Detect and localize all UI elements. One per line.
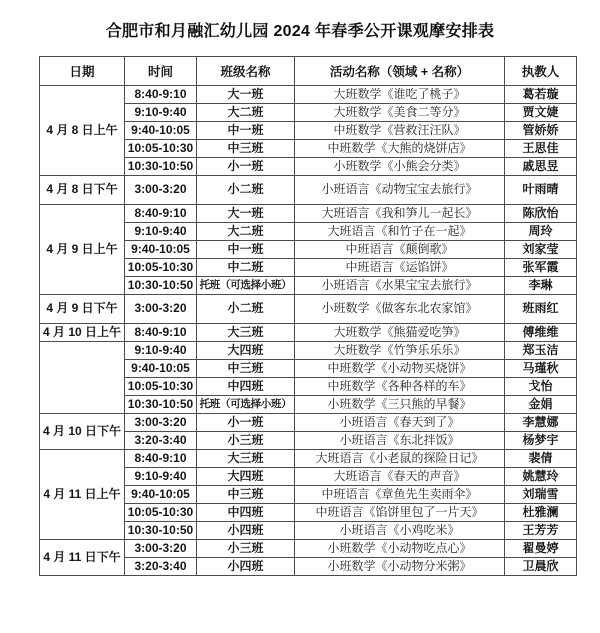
date-cell: 4 月 8 日上午 (40, 86, 125, 176)
teacher-cell: 戚思昱 (505, 158, 577, 176)
table-row (40, 176, 577, 205)
activity-cell: 大班数学《谁吃了桃子》 (295, 86, 505, 104)
class-cell: 大三班 (197, 324, 295, 342)
class-cell: 大三班 (197, 450, 295, 468)
activity-cell: 小班语言《东北拌饭》 (295, 432, 505, 450)
teacher-cell: 王芳芳 (505, 522, 577, 540)
class-cell: 中一班 (197, 241, 295, 259)
time-cell: 8:40-9:10 (125, 86, 197, 104)
class-cell: 小三班 (197, 540, 295, 558)
class-cell: 小二班 (197, 295, 295, 324)
time-cell: 10:05-10:30 (125, 259, 197, 277)
teacher-cell: 张军霞 (505, 259, 577, 277)
teacher-cell: 翟曼婷 (505, 540, 577, 558)
class-cell: 中三班 (197, 486, 295, 504)
time-cell: 8:40-9:10 (125, 205, 197, 223)
class-cell: 大一班 (197, 86, 295, 104)
class-cell: 小四班 (197, 522, 295, 540)
date-cell: 4 月 9 日上午 (40, 205, 125, 295)
column-header: 时间 (125, 57, 197, 86)
column-header: 班级名称 (197, 57, 295, 86)
class-cell: 小三班 (197, 432, 295, 450)
teacher-cell: 陈欣怡 (505, 205, 577, 223)
activity-cell: 大班语言《春天的声音》 (295, 468, 505, 486)
time-cell: 9:10-9:40 (125, 468, 197, 486)
activity-cell: 中班数学《小动物买烧饼》 (295, 360, 505, 378)
class-cell: 中一班 (197, 122, 295, 140)
column-header: 执教人 (505, 57, 577, 86)
table-row (40, 450, 577, 468)
date-cell-empty (40, 342, 125, 414)
activity-cell: 小班数学《小熊会分类》 (295, 158, 505, 176)
table-row (40, 414, 577, 432)
teacher-cell: 杨梦宇 (505, 432, 577, 450)
time-cell: 10:30-10:50 (125, 277, 197, 295)
teacher-cell: 周玲 (505, 223, 577, 241)
table-row (40, 342, 577, 360)
teacher-cell: 裴倩 (505, 450, 577, 468)
activity-cell: 中班语言《章鱼先生卖雨伞》 (295, 486, 505, 504)
activity-cell: 中班数学《营救汪汪队》 (295, 122, 505, 140)
class-cell: 大四班 (197, 468, 295, 486)
time-cell: 3:20-3:40 (125, 432, 197, 450)
activity-cell: 小班数学《小动物吃点心》 (295, 540, 505, 558)
activity-cell: 大班语言《小老鼠的探险日记》 (295, 450, 505, 468)
class-cell: 托班（可选择小班） (197, 277, 295, 295)
class-cell: 中三班 (197, 140, 295, 158)
class-cell: 中二班 (197, 259, 295, 277)
time-cell: 3:00-3:20 (125, 295, 197, 324)
teacher-cell: 班雨红 (505, 295, 577, 324)
time-cell: 9:10-9:40 (125, 223, 197, 241)
table-row (40, 86, 577, 104)
time-cell: 10:05-10:30 (125, 140, 197, 158)
teacher-cell: 姚慧玲 (505, 468, 577, 486)
teacher-cell: 金娟 (505, 396, 577, 414)
date-cell: 4 月 10 日下午 (40, 414, 125, 450)
class-cell: 大二班 (197, 104, 295, 122)
teacher-cell: 傅维维 (505, 324, 577, 342)
schedule-table (39, 56, 577, 576)
time-cell: 9:40-10:05 (125, 241, 197, 259)
time-cell: 9:40-10:05 (125, 122, 197, 140)
teacher-cell: 叶雨晴 (505, 176, 577, 205)
activity-cell: 小班数学《三只熊的早餐》 (295, 396, 505, 414)
class-cell: 托班（可选择小班） (197, 396, 295, 414)
activity-cell: 大班数学《美食二等分》 (295, 104, 505, 122)
date-cell: 4 月 11 日上午 (40, 450, 125, 540)
date-cell: 4 月 9 日下午 (40, 295, 125, 324)
time-cell: 3:00-3:20 (125, 540, 197, 558)
schedule-body (40, 86, 577, 576)
teacher-cell: 马瑾秋 (505, 360, 577, 378)
time-cell: 9:40-10:05 (125, 486, 197, 504)
activity-cell: 大班语言《我和笋儿一起长》 (295, 205, 505, 223)
class-cell: 大二班 (197, 223, 295, 241)
teacher-cell: 管娇娇 (505, 122, 577, 140)
activity-cell: 中班数学《大熊的烧饼店》 (295, 140, 505, 158)
time-cell: 10:30-10:50 (125, 522, 197, 540)
teacher-cell: 李慧娜 (505, 414, 577, 432)
time-cell: 3:00-3:20 (125, 176, 197, 205)
time-cell: 3:20-3:40 (125, 558, 197, 576)
activity-cell: 小班语言《小鸡吃米》 (295, 522, 505, 540)
class-cell: 大四班 (197, 342, 295, 360)
date-cell: 4 月 10 日上午 (40, 324, 125, 342)
time-cell: 3:00-3:20 (125, 414, 197, 432)
class-cell: 小一班 (197, 414, 295, 432)
column-header: 日期 (40, 57, 125, 86)
teacher-cell: 杜雅澜 (505, 504, 577, 522)
teacher-cell: 刘瑞雪 (505, 486, 577, 504)
table-row (40, 295, 577, 324)
class-cell: 大一班 (197, 205, 295, 223)
table-row (40, 205, 577, 223)
page-title: 合肥市和月融汇幼儿园 2024 年春季公开课观摩安排表 (105, 23, 495, 40)
table-row (40, 324, 577, 342)
activity-cell: 小班数学《做客东北农家馆》 (295, 295, 505, 324)
time-cell: 10:30-10:50 (125, 158, 197, 176)
teacher-cell: 贾文婕 (505, 104, 577, 122)
teacher-cell: 李琳 (505, 277, 577, 295)
time-cell: 9:10-9:40 (125, 342, 197, 360)
teacher-cell: 刘家莹 (505, 241, 577, 259)
activity-cell: 小班语言《水果宝宝去旅行》 (295, 277, 505, 295)
activity-cell: 中班语言《颠倒歌》 (295, 241, 505, 259)
date-cell: 4 月 11 日下午 (40, 540, 125, 576)
teacher-cell: 戈怡 (505, 378, 577, 396)
activity-cell: 中班语言《馅饼里包了一片天》 (295, 504, 505, 522)
activity-cell: 大班数学《竹笋乐乐乐》 (295, 342, 505, 360)
time-cell: 10:30-10:50 (125, 396, 197, 414)
activity-cell: 大班语言《和竹子在一起》 (295, 223, 505, 241)
class-cell: 小二班 (197, 176, 295, 205)
table-row (40, 540, 577, 558)
teacher-cell: 王思佳 (505, 140, 577, 158)
activity-cell: 小班语言《动物宝宝去旅行》 (295, 176, 505, 205)
activity-cell: 小班数学《小动物分米粥》 (295, 558, 505, 576)
teacher-cell: 郑玉洁 (505, 342, 577, 360)
time-cell: 9:40-10:05 (125, 360, 197, 378)
time-cell: 8:40-9:10 (125, 450, 197, 468)
activity-cell: 中班语言《运馅饼》 (295, 259, 505, 277)
date-cell: 4 月 8 日下午 (40, 176, 125, 205)
class-cell: 小四班 (197, 558, 295, 576)
column-header: 活动名称（领域 + 名称） (295, 57, 505, 86)
class-cell: 中四班 (197, 504, 295, 522)
teacher-cell: 卫晨欣 (505, 558, 577, 576)
activity-cell: 大班数学《熊猫爱吃笋》 (295, 324, 505, 342)
class-cell: 小一班 (197, 158, 295, 176)
time-cell: 10:05-10:30 (125, 378, 197, 396)
header-row (40, 57, 577, 86)
class-cell: 中四班 (197, 378, 295, 396)
class-cell: 中三班 (197, 360, 295, 378)
teacher-cell: 葛若璇 (505, 86, 577, 104)
activity-cell: 小班语言《春天到了》 (295, 414, 505, 432)
activity-cell: 中班数学《各种各样的车》 (295, 378, 505, 396)
time-cell: 10:05-10:30 (125, 504, 197, 522)
time-cell: 8:40-9:10 (125, 324, 197, 342)
time-cell: 9:10-9:40 (125, 104, 197, 122)
